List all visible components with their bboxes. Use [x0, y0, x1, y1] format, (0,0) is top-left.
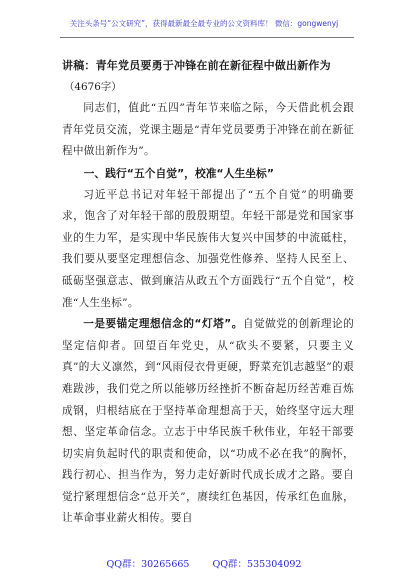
header-banner: 关注头条号“公文研究”，获得最新最全最专业的公文资料库！ 微信：gongwenyj — [69, 19, 339, 28]
paragraph-lead: 一是要锚定理想信念的“灯塔”。 — [83, 318, 243, 331]
body-paragraph-2 — [62, 314, 354, 530]
word-count: （4676字） — [64, 80, 122, 93]
footer-qq-group-2: QQ群：535304092 — [212, 559, 302, 570]
document-title: 讲稿：青年党员要勇于冲锋在前在新征程中做出新作为 — [62, 59, 331, 72]
section-heading: 一、践行“五个自觉”，校准“人生坐标” — [83, 166, 274, 180]
header-divider — [60, 37, 354, 38]
footer — [0, 556, 408, 570]
body-paragraph: 习近平总书记对年轻干部提出了“五个自觉”的明确要求，饱含了对年轻干部的殷殷期望。年轻干部是党和国家事业的生力军，是实现中华民族伟大复兴中国梦的中流砥柱，我们要从要坚定理想信念、加强党性修养、坚持人民至上、砥砺坚强意志、做到廉洁从政五个方面践行“五个自觉”，校准“人生坐标”。 — [62, 188, 354, 309]
paragraph-body: 自觉做党的创新理论的坚定信仰者。回望百年党史，从“砍头不要紧，只要主义真”的大义凛然，到“风雨侵衣骨更硬，野菜充饥志越坚”的艰难跋涉，我们党之所以能够历经挫折不断奋起历经苦难百炼成钢，归根结底在于坚持革命理想高于天，始终坚守远大理想、坚定革命信念。立志于中华民族千秋伟业，年轻干部要切实肩负起时代的职责和使命，以“功成不必在我”的胸怀，践行初心、担当作为，努力走好新时代成长成才之路。要自觉拧紧理想信念“总开关”，赓续红色基因，传承红色血脉，让革命事业薪火相传。要自 — [62, 318, 354, 525]
document-body — [62, 55, 354, 530]
intro-paragraph: 同志们，值此“五四”青年节来临之际，今天借此机会跟青年党员交流，党课主题是“青年党员要勇于冲锋在前在新征程中做出新作为”。 — [62, 102, 354, 158]
footer-qq-group-1: QQ群：30265665 — [106, 559, 190, 570]
